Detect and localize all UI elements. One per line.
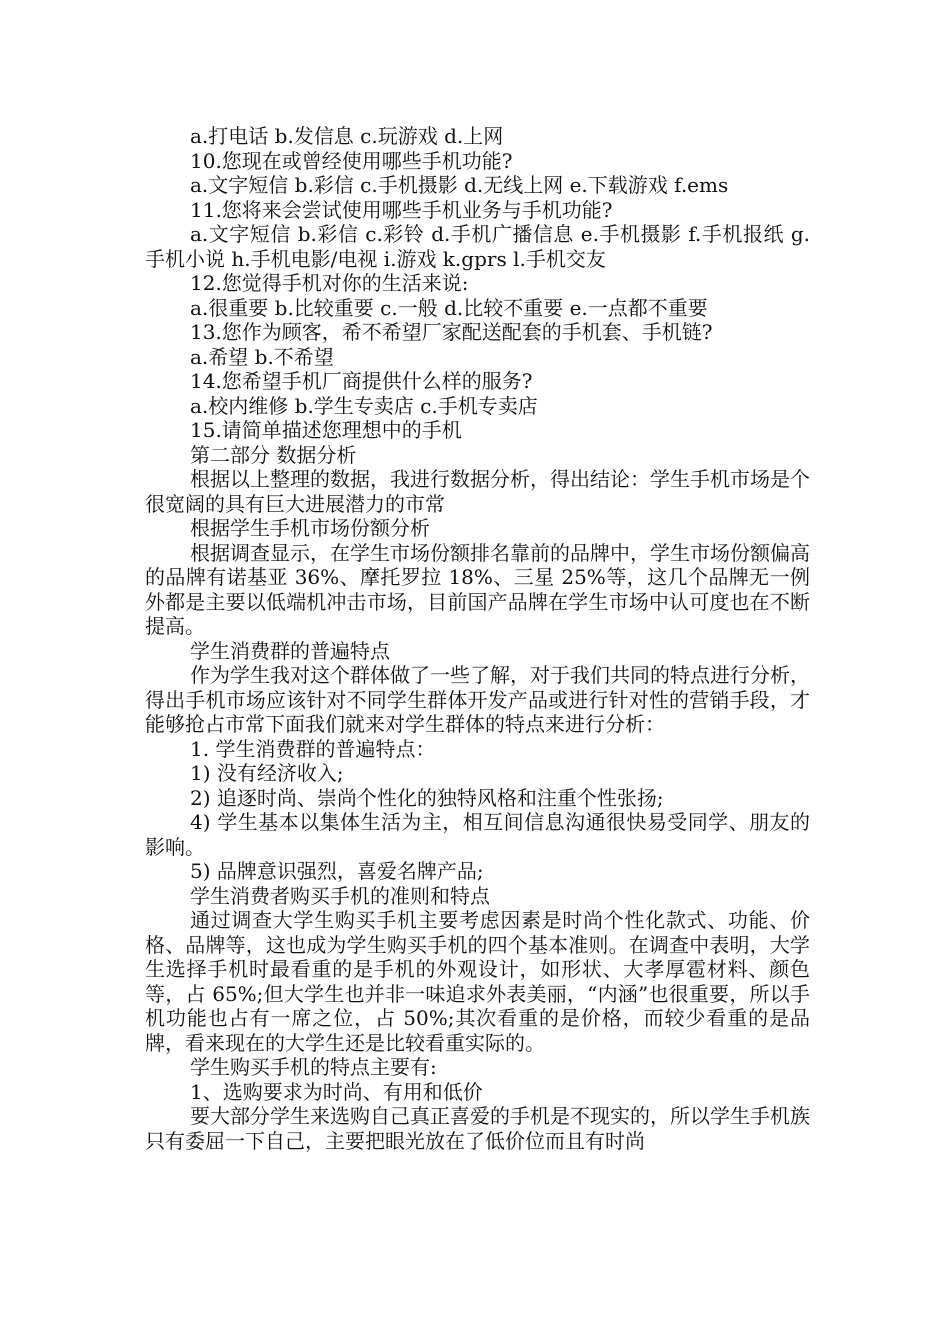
question-11: 11.您将来会尝试使用哪些手机业务与手机功能?	[190, 197, 613, 222]
paragraph-consumer-traits: 作为学生我对这个群体做了一些了解，对于我们共同的特点进行分析，得出手机市场应该针对不同学生群体开发产品或进行针对性的营销手段，才能够抢占市常下面我们就来对学生群体的特点来进行分析：	[145, 663, 810, 736]
subheading-purchase-features: 学生购买手机的特点主要有:	[190, 1055, 437, 1079]
subheading-consumer-traits: 学生消费群的普遍特点	[190, 638, 390, 663]
question-11-options: a.文字短信 b.彩信 c.彩铃 d.手机广播信息 e.手机摄影 f.手机报纸 g.手机小说 h.手机电影/电视 i.游戏 k.gprs l.手机交友	[145, 222, 810, 271]
question-12: 12.您觉得手机对你的生活来说:	[190, 271, 469, 295]
subheading-market-share: 根据学生手机市场份额分析	[190, 516, 430, 540]
question-14: 14.您希望手机厂商提供什么样的服务?	[190, 369, 533, 393]
section-heading-part-two: 第二部分 数据分析	[190, 442, 357, 467]
question-9-options: a.打电话 b.发信息 c.玩游戏 d.上网	[190, 124, 504, 148]
paragraph-conclusion: 根据以上整理的数据，我进行数据分析，得出结论：学生手机市场是个很宽阔的具有巨大进展潜力的市常	[145, 467, 810, 516]
document-body	[145, 124, 810, 1153]
question-13-options: a.希望 b.不希望	[190, 344, 334, 369]
question-10: 10.您现在或曾经使用哪些手机功能?	[190, 148, 513, 173]
list-item-1: 1) 没有经济收入;	[190, 761, 344, 785]
list-item-2: 2) 追逐时尚、崇尚个性化的独特风格和注重个性张扬;	[190, 785, 664, 810]
subheading-purchase-criteria: 学生消费者购买手机的准则和特点	[190, 883, 490, 908]
list-heading-traits: 1. 学生消费群的普遍特点：	[190, 736, 436, 761]
question-13: 13.您作为顾客，希不希望厂家配送配套的手机套、手机链?	[190, 320, 713, 344]
list-item-4: 4) 学生基本以集体生活为主，相互间信息沟通很快易受同学、朋友的影响。	[145, 810, 810, 859]
paragraph-purchase-criteria: 通过调查大学生购买手机主要考虑因素是时尚个性化款式、功能、价格、品牌等，这也成为学生购买手机的四个基本准则。在调查中表明，大学生选择手机时最看重的是手机的外观设计，如形状、大孝厚雹材料、颜色等，占 65%;但大学生也并非一味追求外表美丽，“内涵”也很重要，所以手机功能也占有一席之位，占 50%;其次看重的是价格，而较少看重的是品牌，看来现在的大学生还是比较看重实际的。	[145, 908, 810, 1055]
question-15: 15.请简单描述您理想中的手机	[190, 418, 462, 442]
feature-item-1: 1、选购要求为时尚、有用和低价	[190, 1079, 483, 1104]
list-item-5: 5) 品牌意识强烈，喜爱名牌产品;	[190, 859, 484, 883]
paragraph-market-share: 根据调查显示，在学生市场份额排名靠前的品牌中，学生市场份额偏高的品牌有诺基亚 36%、摩托罗拉 18%、三星 25%等，这几个品牌无一例外都是主要以低端机冲击市场，目前国产品牌在学生市场中认可度也在不断提高。	[145, 540, 810, 638]
question-10-options: a.文字短信 b.彩信 c.手机摄影 d.无线上网 e.下载游戏 f.ems	[190, 173, 729, 197]
question-14-options: a.校内维修 b.学生专卖店 c.手机专卖店	[190, 393, 538, 418]
question-12-options: a.很重要 b.比较重要 c.一般 d.比较不重要 e.一点都不重要	[190, 295, 708, 320]
paragraph-feature-1: 要大部分学生来选购自己真正喜爱的手机是不现实的，所以学生手机族只有委屈一下自己，主要把眼光放在了低价位而且有时尚	[145, 1104, 810, 1153]
